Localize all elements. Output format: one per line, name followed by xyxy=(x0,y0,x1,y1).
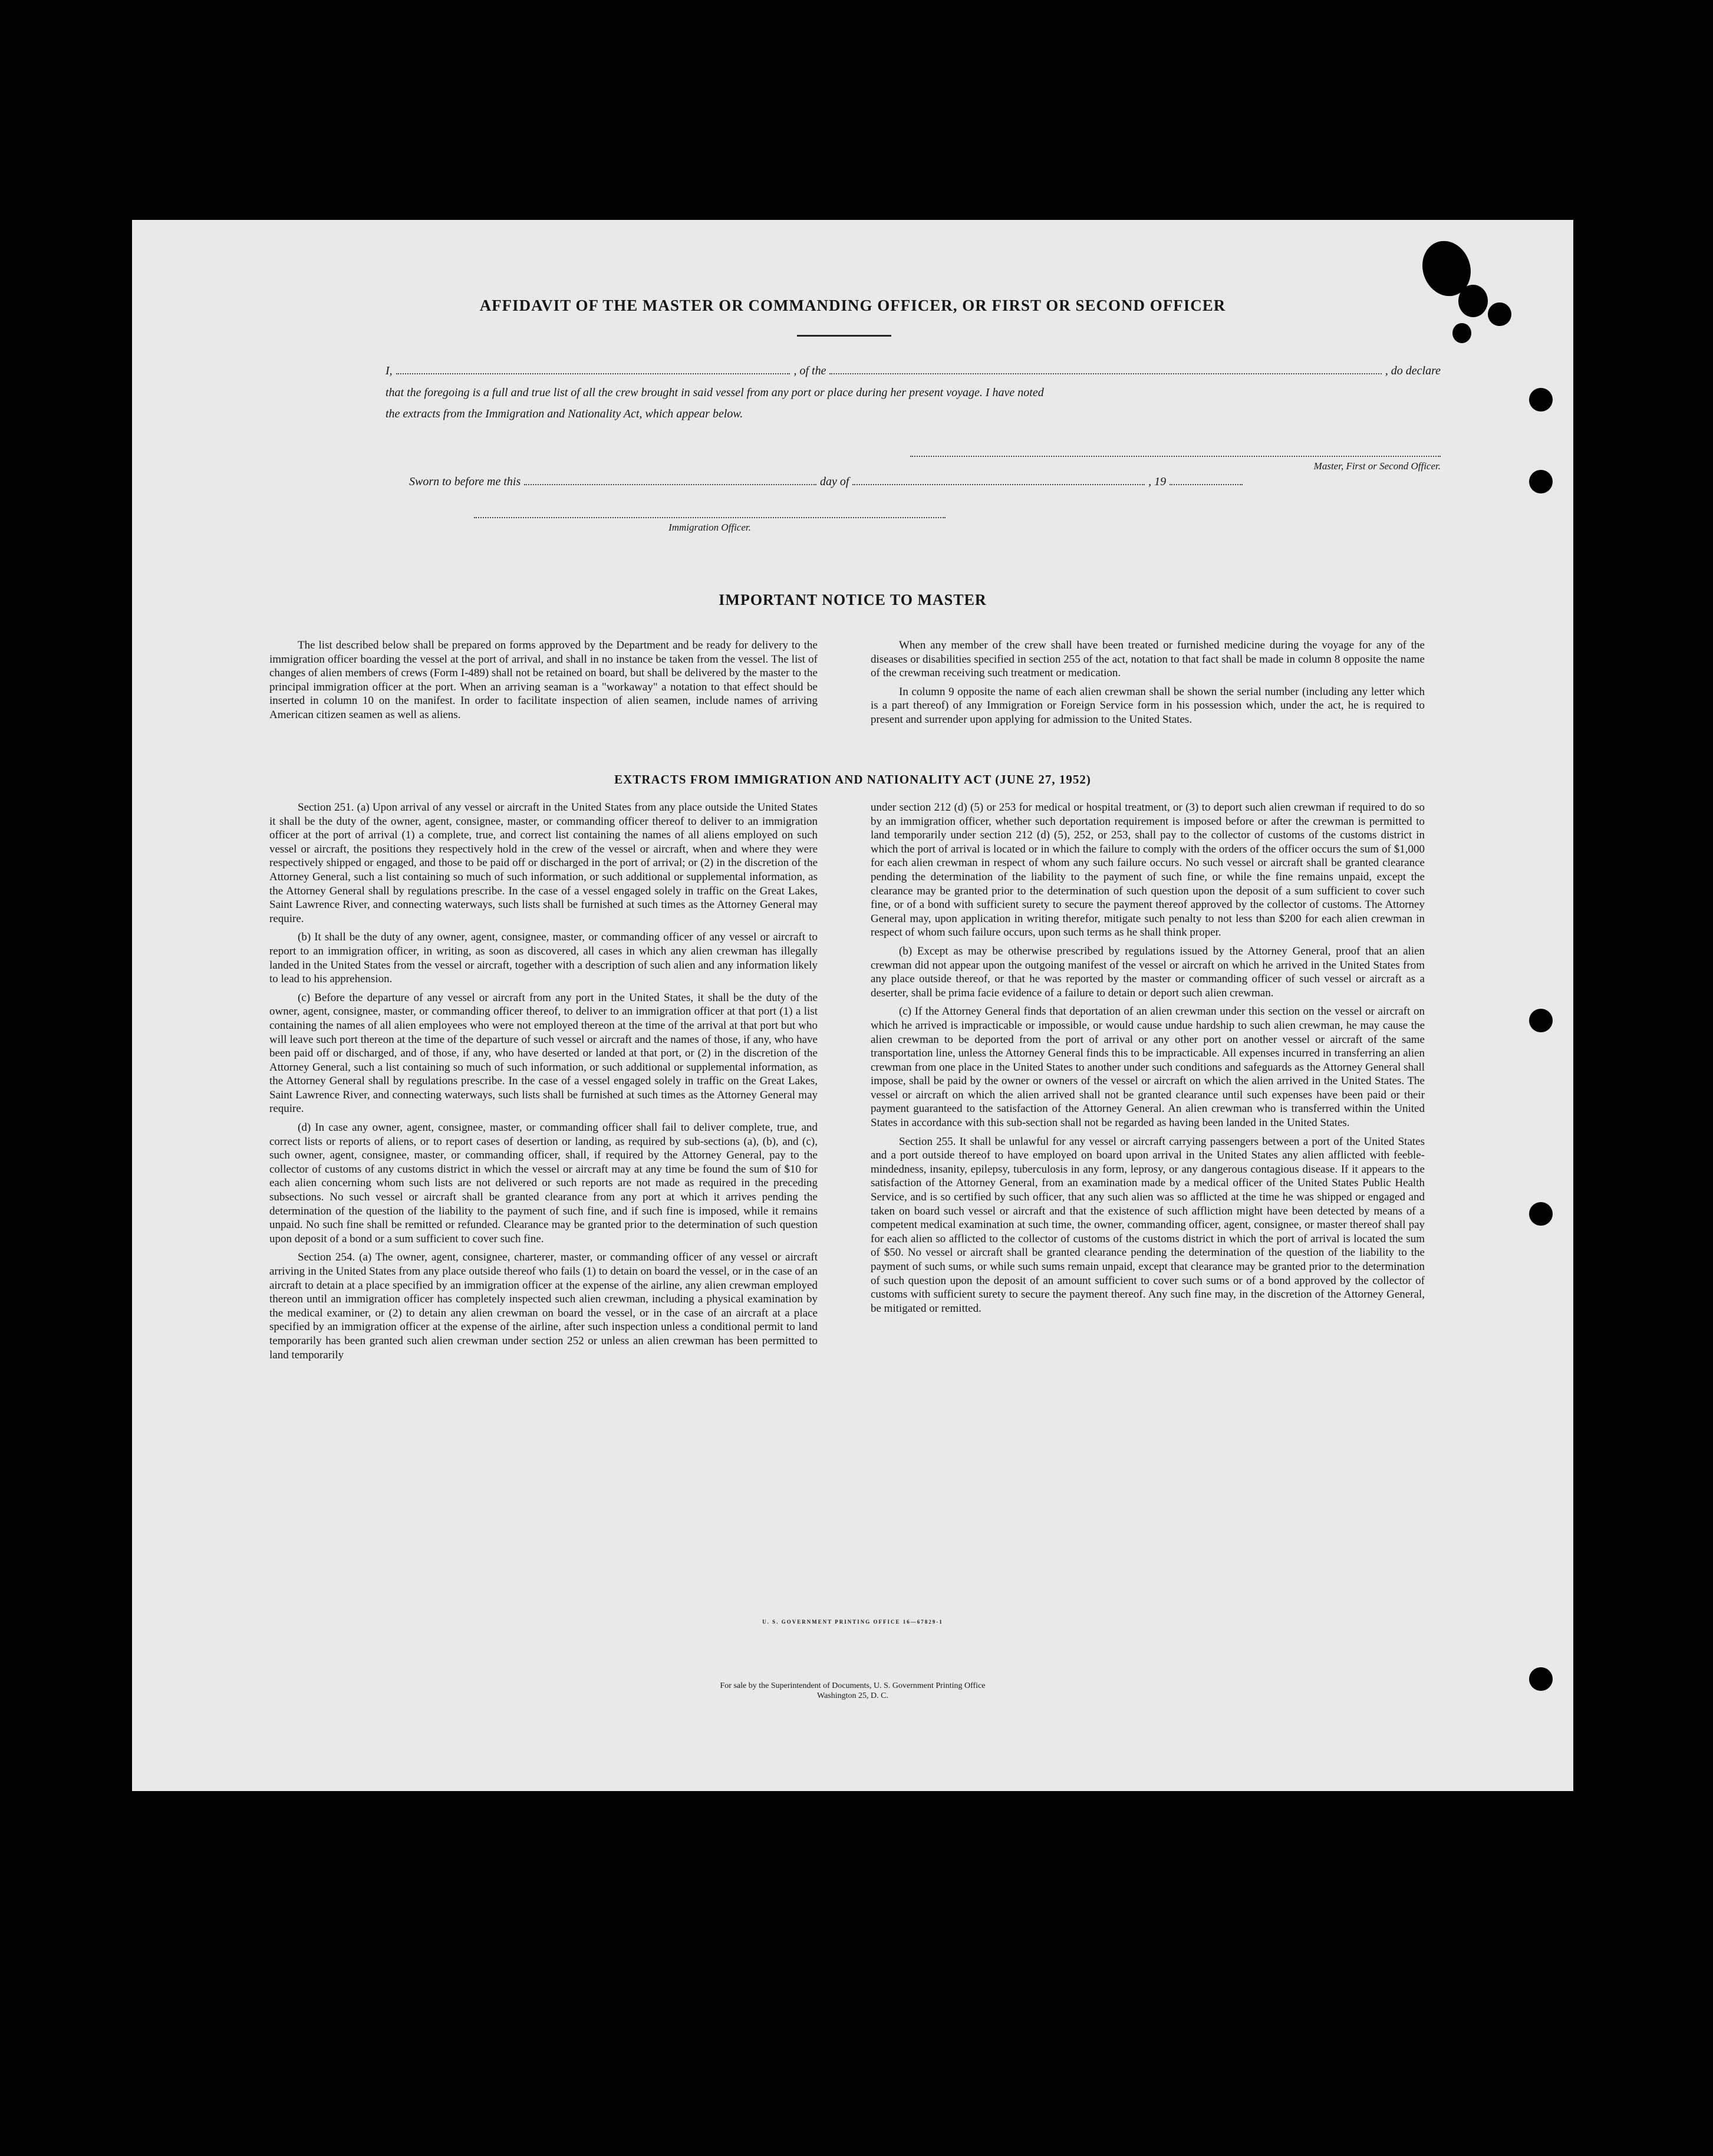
sworn-line xyxy=(409,475,1246,489)
master-signature-caption: Master, First or Second Officer. xyxy=(1313,460,1441,472)
affidavit-title: AFFIDAVIT OF THE MASTER OR COMMANDING OFFICER, OR FIRST OR SECOND OFFICER xyxy=(479,297,1226,314)
declaration-line-3: the extracts from the Immigration and Nationality Act, which appear below. xyxy=(386,407,743,420)
extracts-title: EXTRACTS FROM IMMIGRATION AND NATIONALITY ACT (JUNE 27, 1952) xyxy=(614,772,1091,786)
punch-hole xyxy=(1529,1009,1553,1032)
sworn-day-of: day of xyxy=(819,475,849,488)
sworn-day-field[interactable] xyxy=(524,475,816,485)
extract-paragraph: under section 212 (d) (5) or 253 for medical or hospital treatment, or (3) to deport such alien crewman if required to do so by an immigration officer, whether such deportation requirement is imposed before or after the crewman is permitted to land temporarily under section 212 (d) (5), 252, or 253, shall pay to the collector of customs of the customs district in which the port of arrival is located or in which the failure to comply with the orders of the officer occurs the sum of $1,000 for each alien crewman in respect of whom any such failure occurs. No such vessel or aircraft shall be granted clearance pending the determination of the liability to the payment of such fine, or while the fine remains unpaid, except the clearance may be granted prior to the determination of such question upon the deposit of a sum sufficient to cover such fine, or of a bond with sufficient surety to secure the payment thereof approved by the collector of customs. The Attorney General may, upon application in writing therefor, mitigate such penalty to not less than $200 for each alien crewman in respect of whom such failure occurs, upon such terms as he shall think proper. xyxy=(871,801,1425,939)
notice-paragraph: The list described below shall be prepared on forms approved by the Department and be ready for delivery to the immigration officer boarding the vessel at the port of arrival, and shall in no instance be taken from the vessel. The list of changes of alien members of crews (Form I-489) shall not be retained on board, but shall be delivered by the master to the principal immigration officer at the port. When an arriving seaman is a "workaway" a notation to that effect should be inserted in column 10 on the manifest. In order to facilitate inspection of alien seamen, include names of arriving American citizen seamen as well as aliens. xyxy=(269,639,818,721)
punch-hole xyxy=(1529,1202,1553,1226)
ink-blot xyxy=(1458,285,1488,317)
master-signature-line[interactable] xyxy=(910,456,1441,457)
ink-blot xyxy=(1488,302,1511,326)
punch-hole xyxy=(1529,388,1553,412)
sworn-month-field[interactable] xyxy=(852,475,1145,485)
extract-paragraph: (b) It shall be the duty of any owner, agent, consignee, master, or commanding officer of any vessel or aircraft to report to an immigration officer, in writing, as soon as discovered, all cases in which any alien crewman has illegally landed in the United States from the vessel or aircraft, together with a description of such alien and any information likely to lead to his apprehension. xyxy=(269,931,818,986)
declaration-i: I, xyxy=(386,364,393,377)
extract-paragraph: Section 251. (a) Upon arrival of any vessel or aircraft in the United States from any place outside the United States it shall be the duty of the owner, agent, consignee, master, or commanding officer thereof to deliver to an immigration officer at the port of arrival (1) a complete, true, and correct list containing the names of all aliens employed on such vessel or aircraft, the positions they respectively hold in the crew of the vessel or aircraft, when and where they were respectively shipped or engaged, and those to be paid off or discharged in the port of arrival; or (2) in the discretion of the Attorney General, such a list containing so much of such information, or such additional or supplemental information, as the Attorney General shall by regulations prescribe. In the case of a vessel engaged solely in traffic on the Great Lakes, Saint Lawrence River, and connecting waterways, such lists shall be furnished at such times as the Attorney General may require. xyxy=(269,801,818,925)
extract-paragraph: (c) If the Attorney General finds that deportation of an alien crewman under this section on the vessel or aircraft on which he arrived is impracticable or impossible, or would cause undue hardship to such alien crewman, he may cause the alien crewman to be deported from the port of arrival or any other port on another vessel or aircraft of the same transportation line, unless the Attorney General finds this to be impracticable. All expenses incurred in transferring an alien crewman from one place in the United States to another under such conditions and safeguards as the Attorney General shall impose, shall be paid by the owner or owners of the vessel or aircraft on which the alien arrived in the United States. The vessel or aircraft on which the alien arrived shall not be granted clearance until such expenses have been paid or their payment guaranteed to the satisfaction of the Attorney General. An alien crewman who is transferred within the United States in accordance with this sub-section shall not be regarded as having been landed in the United States. xyxy=(871,1005,1425,1130)
sworn-prefix: Sworn to before me this xyxy=(409,475,521,488)
notice-left-column xyxy=(269,638,818,727)
printing-office-mark: U. S. GOVERNMENT PRINTING OFFICE 16—67829-1 xyxy=(762,1619,943,1625)
title-rule xyxy=(797,335,891,337)
notice-title: IMPORTANT NOTICE TO MASTER xyxy=(719,591,987,608)
declaration-line-1 xyxy=(386,360,1441,381)
for-sale-notice xyxy=(132,1681,1573,1701)
extract-paragraph: Section 255. It shall be unlawful for any vessel or aircraft carrying passengers between a port of the United States and a port outside thereof to have employed on board upon arrival in the United States any alien afflicted with feeble-mindedness, insanity, epilepsy, tuberculosis in any form, leprosy, or any dangerous contagious disease. If it appears to the satisfaction of the Attorney General, from an examination made by a medical officer of the United States Public Health Service, and is so certified by such officer, that any such alien was so afflicted at the time he was shipped or engaged and taken on board such vessel or aircraft and that the existence of such affliction might have been detected by means of a competent medical examination at such time, the owner, commanding officer, agent, consignee, or master thereof shall pay for each alien so afflicted to the collector of customs of the customs district in which the port of arrival is located the sum of $50. No vessel or aircraft shall be granted clearance pending the determination of the question of the liability to the payment of such sums, or while such sums remain unpaid, except that clearance may be granted prior to the determination of such question upon the deposit of an amount sufficient to cover such sums or of a bond approved by the collector of customs with sufficient surety to secure the payment thereof. Any such fine may, in the discretion of the Attorney General, be mitigated or remitted. xyxy=(871,1135,1425,1315)
ink-blot xyxy=(1452,323,1471,343)
extract-paragraph: Section 254. (a) The owner, agent, consignee, charterer, master, or commanding officer of any vessel or aircraft arriving in the United States from any place outside thereof who fails (1) to detain on board the vessel, or in the case of an aircraft to detain at a place specified by an immigration officer at the expense of the airline, any alien crewman employed thereon until an immigration officer has completely inspected such alien crewman, including a physical examination by the medical examiner, or (2) to detain any alien crewman on board the vessel, or in the case of an aircraft at a place specified by an immigration officer at the expense of the airline, after such inspection unless a conditional permit to land temporarily has been granted such alien crewman under section 252 or unless an alien crewman has been permitted to land temporarily xyxy=(269,1251,818,1361)
extract-paragraph: (d) In case any owner, agent, consignee, master, or commanding officer shall fail to deliver complete, true, and correct lists or reports of aliens, or to report cases of desertion or landing, as required by sub-sections (a), (b), and (c), such owner, agent, consignee, master, or commanding officer, shall, if required by the Attorney General, pay to the collector of customs of any customs district in which the vessel or aircraft may at any time be found the sum of $10 for each alien concerning whom such lists are not delivered or such reports are not made as required in the preceding subsections. No such vessel or aircraft shall be granted clearance from any port at which it arrives pending the determination of the question of the liability to the payment of such fine, and if such fine is imposed, while it remains unpaid. No such fine shall be remitted or refunded. Clearance may be granted prior to the determination of such question upon deposit of a bond or a sum sufficient to cover such fine. xyxy=(269,1121,818,1245)
extract-paragraph: (c) Before the departure of any vessel or aircraft from any port in the United States, it shall be the duty of the owner, agent, consignee, master, or commanding officer thereof, to deliver to an immigration officer at that port (1) a list containing the names of all alien employees who were not employed thereon at the time of the arrival at that port but who will leave such port thereon at the time of the departure of such vessel or aircraft and the names of those, if any, who have been paid off or discharged, and of those, if any, who have deserted or landed at that port, or (2) in the discretion of the Attorney General, such a list containing so much of such information, or such additional or supplemental information, as the Attorney General shall by regulations prescribe. In the case of a vessel engaged solely in traffic on the Great Lakes, Saint Lawrence River, and connecting waterways, such lists shall be furnished at such times as the Attorney General may require. xyxy=(269,991,818,1115)
extract-paragraph: (b) Except as may be otherwise prescribed by regulations issued by the Attorney General, proof that an alien crewman did not appear upon the outgoing manifest of the vessel or aircraft on which he arrived in the United States from any place outside thereof, or that he was reported by the master or commanding officer of such vessel or aircraft as a deserter, shall be prima facie evidence of a failure to detain or deport such alien crewman. xyxy=(871,944,1425,999)
for-sale-line-2: Washington 25, D. C. xyxy=(817,1691,888,1700)
sworn-year-field[interactable] xyxy=(1170,475,1243,485)
extracts-right-column xyxy=(871,801,1425,1320)
for-sale-line-1: For sale by the Superintendent of Documents, U. S. Government Printing Office xyxy=(720,1681,986,1690)
notice-paragraph: When any member of the crew shall have been treated or furnished medicine during the voyage for any of the diseases or disabilities specified in section 255 of the act, notation to that fact shall be made in column 8 opposite the name of the crewman receiving such treatment or medication. xyxy=(871,639,1425,680)
immigration-officer-caption: Immigration Officer. xyxy=(668,522,751,533)
punch-hole xyxy=(1529,1667,1553,1691)
vessel-field[interactable] xyxy=(829,364,1381,374)
name-field[interactable] xyxy=(396,364,790,374)
declaration-line-2: that the foregoing is a full and true list of all the crew brought in said vessel from any port or place during her present voyage. I have noted xyxy=(386,386,1044,399)
sworn-year: , 19 xyxy=(1148,475,1167,488)
notice-right-column xyxy=(871,638,1425,732)
declaration-of-the: , of the xyxy=(793,364,826,377)
notice-paragraph: In column 9 opposite the name of each alien crewman shall be shown the serial number (including any letter which is a part thereof) of any Immigration or Foreign Service form in his possession which, under the act, he is required to present and surrender upon applying for admission to the United States. xyxy=(871,685,1425,726)
extracts-left-column xyxy=(269,801,818,1367)
immigration-officer-signature-line[interactable] xyxy=(474,517,946,518)
punch-hole xyxy=(1529,470,1553,493)
form-page xyxy=(132,220,1573,1791)
declaration-do-declare: , do declare xyxy=(1385,364,1441,377)
